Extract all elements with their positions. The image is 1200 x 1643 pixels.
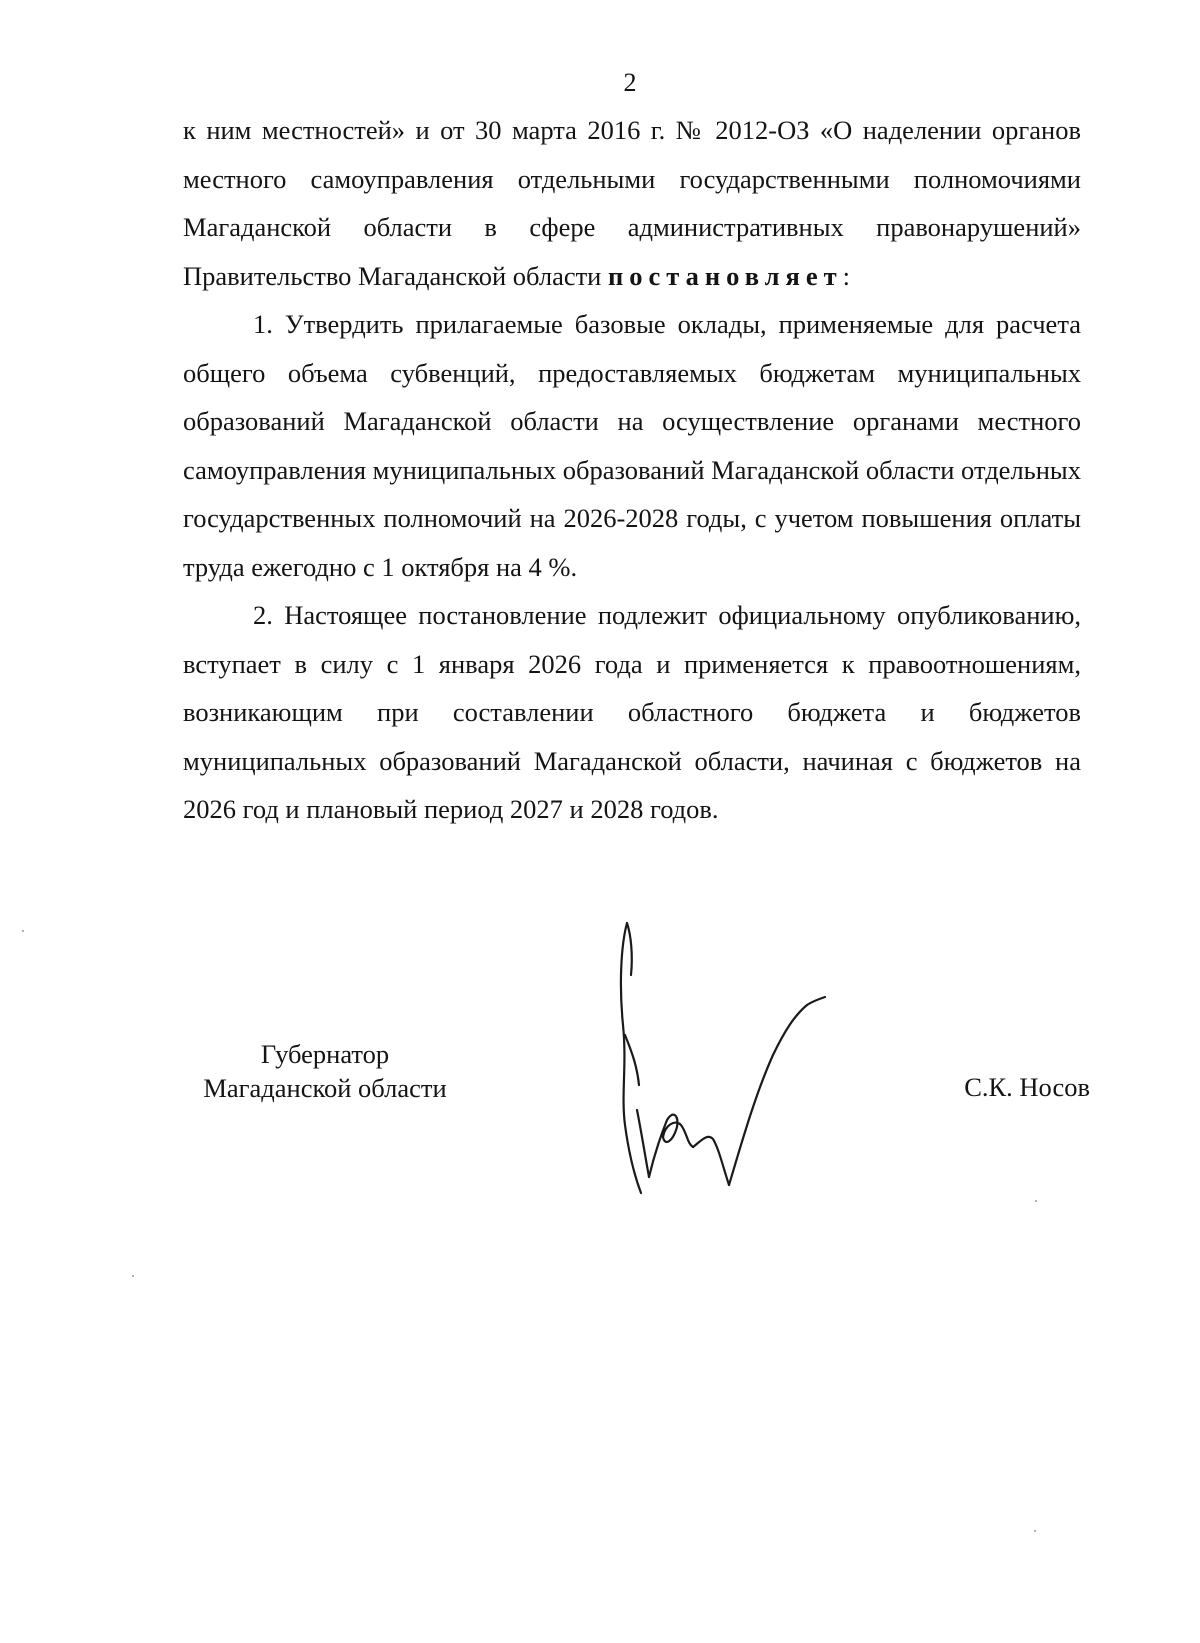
decree-colon: : [842,260,851,291]
scan-speck [132,1275,134,1277]
decree-word: постановляет [607,260,843,291]
clause-1-paragraph: 1. Утвердить прилагаемые базовые оклады, применяемые для расчета общего объема субвенций, предоставляемых бюджетам муниципальных образований Магаданской области на осуществление органами местного самоуправления муниципальных образований Магаданской области отдельных государственных полномочий на 2026-2028 годы, с учетом повышения оплаты труда ежегодно с 1 октября на 4 %. [183,309,1081,582]
intro-paragraph-text: к ним местностей» и от 30 марта 2016 г. № 2012-ОЗ «О наделении органов местного самоуправления отдельными государственными полномочиями Магаданской области в сфере административных правонарушений» Правительство Магаданской области [183,115,1081,291]
clause-2-paragraph: 2. Настоящее постановление подлежит официальному опубликованию, вступает в силу с 1 января 2026 года и применяется к правоотношениям, возникающим при составлении областного бюджета и бюджетов муниципальных образований Магаданской области, начиная с бюджетов на 2026 год и плановый период 2027 и 2028 годов. [183,600,1081,824]
signatory-position-line-1: Губернатор [260,1039,390,1069]
scan-speck [1035,1200,1037,1202]
intro-paragraph [183,106,1081,300]
page-number: 2 [623,68,637,97]
document-body [183,106,1081,834]
scan-speck [1034,1530,1036,1532]
signatory-position-line-2: Магаданской области [203,1073,447,1103]
scan-speck [22,930,24,932]
handwritten-signature-icon [615,915,855,1205]
signatory-name: С.К. Носов [964,1072,1090,1102]
signatory-position [190,1037,460,1105]
